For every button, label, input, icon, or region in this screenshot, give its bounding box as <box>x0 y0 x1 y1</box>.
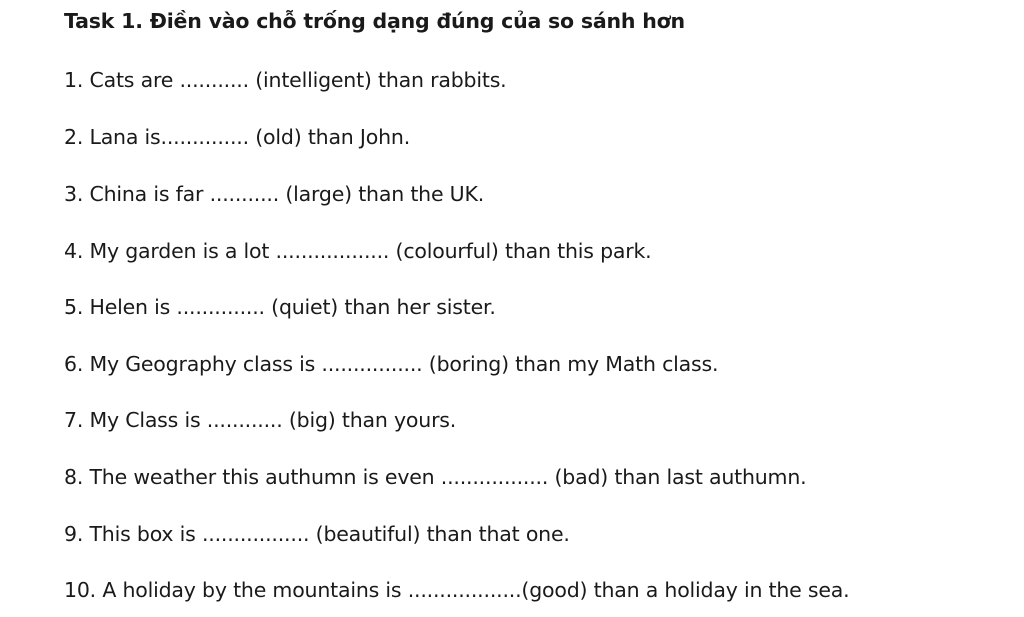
exercise-item-6: 6. My Geography class is ................ (boring) than my Math class. <box>64 352 719 376</box>
exercise-item-10: 10. A holiday by the mountains is ..................(good) than a holiday in the sea. <box>64 578 850 602</box>
exercise-item-4: 4. My garden is a lot .................. (colourful) than this park. <box>64 239 652 263</box>
exercise-item-8: 8. The weather this authumn is even ................. (bad) than last authumn. <box>64 465 807 489</box>
exercise-item-7: 7. My Class is ............ (big) than yours. <box>64 408 457 432</box>
exercise-item-5: 5. Helen is .............. (quiet) than her sister. <box>64 295 496 319</box>
exercise-item-3: 3. China is far ........... (large) than the UK. <box>64 182 485 206</box>
exercise-item-1: 1. Cats are ........... (intelligent) than rabbits. <box>64 68 507 92</box>
exercise-item-2: 2. Lana is.............. (old) than John. <box>64 125 411 149</box>
exercise-item-9: 9. This box is ................. (beautiful) than that one. <box>64 522 570 546</box>
task-title: Task 1. Điền vào chỗ trống dạng đúng của so sánh hơn <box>64 9 685 33</box>
